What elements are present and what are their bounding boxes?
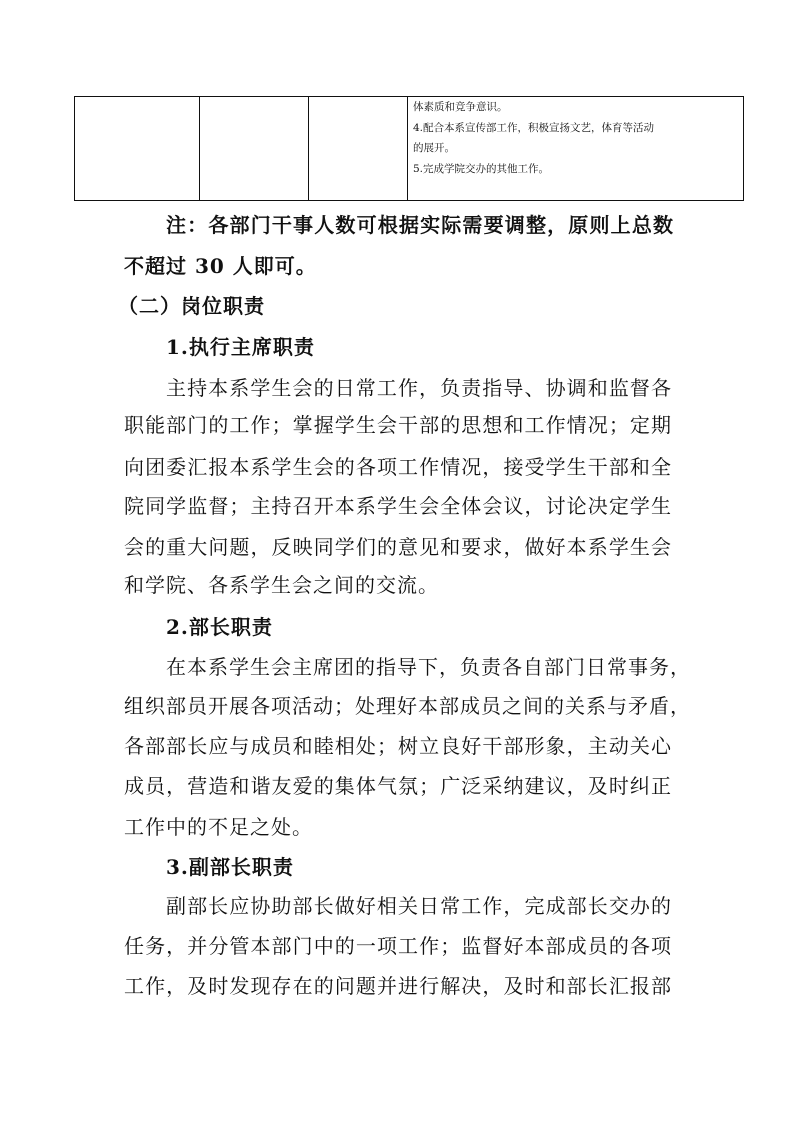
item1-heading: 1.执行主席职责 [166,335,315,359]
item2-heading: 2.部长职责 [166,615,273,639]
item1-line-5: 会的重大问题，反映同学们的意见和要求，做好本系学生会 [124,535,672,559]
note-line-1: 注：各部门干事人数可根据实际需要调整，原则上总数 [166,213,674,237]
table-text-line: 的展开。 [413,142,455,154]
table-text-line: 5.完成学院交办的其他工作。 [413,162,550,175]
table-row [75,97,744,201]
item1-line-2: 职能部门的工作；掌握学生会干部的思想和工作情况；定期 [124,413,672,437]
item1-line-3: 向团委汇报本系学生会的各项工作情况，接受学生干部和全 [124,455,672,479]
duties-table-fragment [74,96,744,201]
table-cell-empty [200,97,309,201]
item2-line-2: 组织部员开展各项活动；处理好本部成员之间的关系与矛盾， [124,694,691,718]
table-cell-empty [75,97,200,201]
item2-line-3: 各部部长应与成员和睦相处；树立良好干部形象，主动关心 [124,734,672,758]
item1-line-4: 院同学监督；主持召开本系学生会全体会议，讨论决定学生 [124,494,672,518]
item2-line-4: 成员，营造和谐友爱的集体气氛；广泛采纳建议，及时纠正 [124,774,672,798]
item2-line-1: 在本系学生会主席团的指导下，负责各自部门日常事务， [166,655,691,679]
item1-line-6: 和学院、各系学生会之间的交流。 [124,573,439,597]
item2-line-5: 工作中的不足之处。 [124,815,313,839]
table-text-line: 4.配合本系宣传部工作，积极宣扬文艺，体育等活动 [413,121,655,134]
note-line-2: 不超过 30 人即可。 [124,254,317,278]
item3-heading: 3.副部长职责 [166,855,294,879]
table-text-line: 体素质和竞争意识。 [413,101,508,113]
item3-line-3: 工作，及时发现存在的问题并进行解决，及时和部长汇报部 [124,974,672,998]
table-cell-empty [309,97,408,201]
table-cell-duties [408,97,744,201]
item1-line-1: 主持本系学生会的日常工作，负责指导、协调和监督各 [166,376,672,400]
section-heading: （二）岗位职责 [118,294,265,318]
item3-line-2: 任务，并分管本部门中的一项工作；监督好本部成员的各项 [124,934,672,958]
item3-line-1: 副部长应协助部长做好相关日常工作，完成部长交办的 [166,894,672,918]
